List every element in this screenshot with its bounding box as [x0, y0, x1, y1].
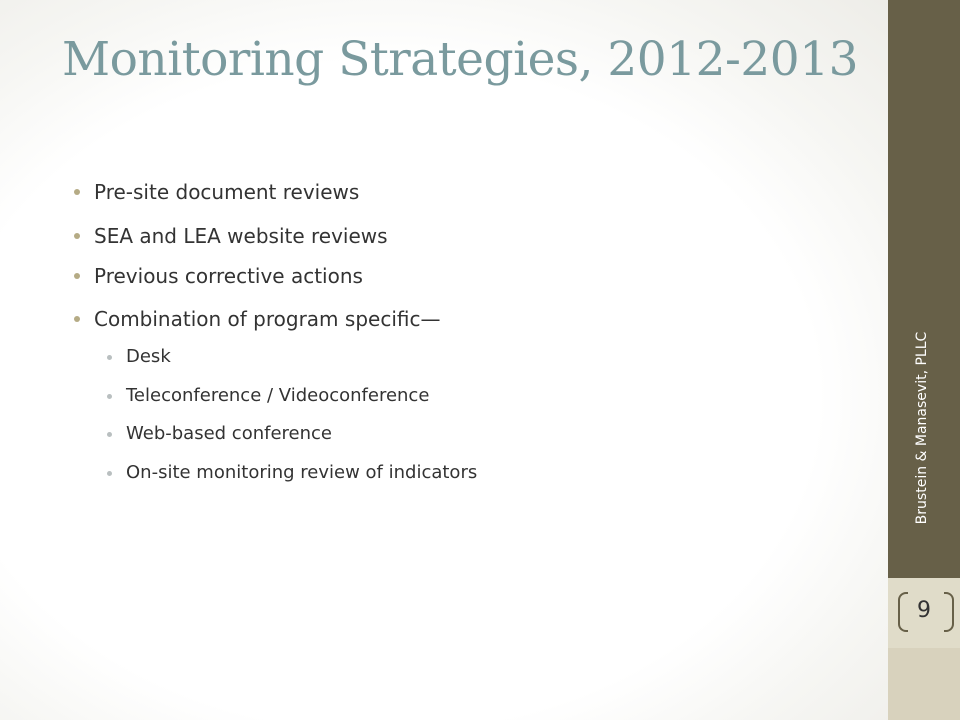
footer-text: Brustein & Manasevit, PLLC: [914, 331, 930, 525]
sub-bullet-text: Web-based conference: [126, 423, 332, 444]
bullet-item: [94, 224, 388, 248]
bullet-text: Combination of program specific—: [94, 307, 441, 331]
sidebar-bottom-band: [888, 648, 960, 720]
page-number-box: [888, 578, 960, 648]
sub-bullet-item: [126, 462, 477, 484]
bullet-dot-icon: [74, 233, 80, 239]
sub-bullet-item: [126, 346, 171, 368]
sub-bullet-item: [126, 385, 429, 407]
sub-bullet-item: [126, 423, 332, 445]
bullet-dot-icon: [107, 394, 112, 399]
right-bracket-icon: [944, 592, 954, 632]
sub-bullet-text: Desk: [126, 346, 171, 367]
bullet-item: [94, 180, 359, 204]
bullet-dot-icon: [107, 471, 112, 476]
bullet-item: [94, 264, 363, 288]
bullet-dot-icon: [74, 189, 80, 195]
bullet-dot-icon: [74, 316, 80, 322]
sub-bullet-text: On-site monitoring review of indicators: [126, 462, 478, 483]
bullet-dot-icon: [107, 432, 112, 437]
bullet-dot-icon: [74, 273, 80, 279]
sub-bullet-text: Teleconference / Videoconference: [126, 385, 430, 406]
bullet-item: [94, 307, 440, 331]
bullet-text: Previous corrective actions: [94, 264, 363, 288]
bullet-text: Pre-site document reviews: [94, 180, 360, 204]
page-number: 9: [917, 598, 931, 623]
slide-title: Monitoring Strategies, 2012-2013: [62, 32, 859, 87]
bullet-dot-icon: [107, 355, 112, 360]
bullet-text: SEA and LEA website reviews: [94, 224, 388, 248]
